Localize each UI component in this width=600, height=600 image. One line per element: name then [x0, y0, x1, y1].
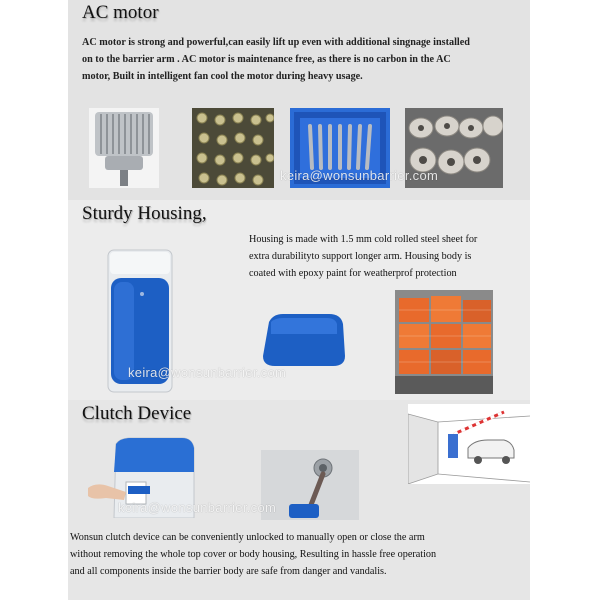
clutch-heading: Clutch Device — [82, 403, 192, 424]
housing-line: extra durabilityto support longer arm. Housing body is — [249, 251, 472, 262]
packaged-boxes-photo — [395, 290, 493, 394]
housing-line: Housing is made with 1.5 mm cold rolled steel sheet for — [249, 234, 478, 245]
housing-line: coated with epoxy paint for weatherprof protection — [249, 268, 457, 279]
watermark: keira@wonsunbarrier.com — [280, 168, 439, 183]
ac-motor-heading: AC motor — [82, 2, 159, 23]
ac-motor-description — [82, 34, 522, 85]
ac-motor-line: motor, Built in intelligent fan cool the motor during heavy usage. — [82, 71, 363, 82]
motor-parts-photo — [192, 108, 274, 188]
housing-description — [249, 231, 529, 282]
ac-motor-line: on to the barrier arm . AC motor is maintenance free, as there is no carbon in the AC — [82, 54, 451, 65]
clutch-line: without removing the whole top cover or body housing, Resulting in hassle free operation — [70, 549, 437, 560]
clutch-line: Wonsun clutch device can be conveniently unlocked to manually open or close the arm — [70, 532, 425, 543]
watermark: keira@wonsunbarrier.com — [118, 500, 277, 515]
motor-photo — [89, 108, 159, 188]
clutch-description — [70, 529, 528, 580]
top-cover-photo — [259, 310, 349, 370]
ac-motor-line: AC motor is strong and powerful,can easily lift up even with additional singnage installed — [82, 37, 470, 48]
watermark: keira@wonsunbarrier.com — [128, 365, 287, 380]
clutch-line: and all components inside the barrier body are safe from danger and vandalis. — [70, 566, 387, 577]
catalog-page — [68, 0, 530, 600]
housing-heading: Sturdy Housing, — [82, 203, 207, 224]
garage-barrier-illustration — [408, 404, 530, 484]
